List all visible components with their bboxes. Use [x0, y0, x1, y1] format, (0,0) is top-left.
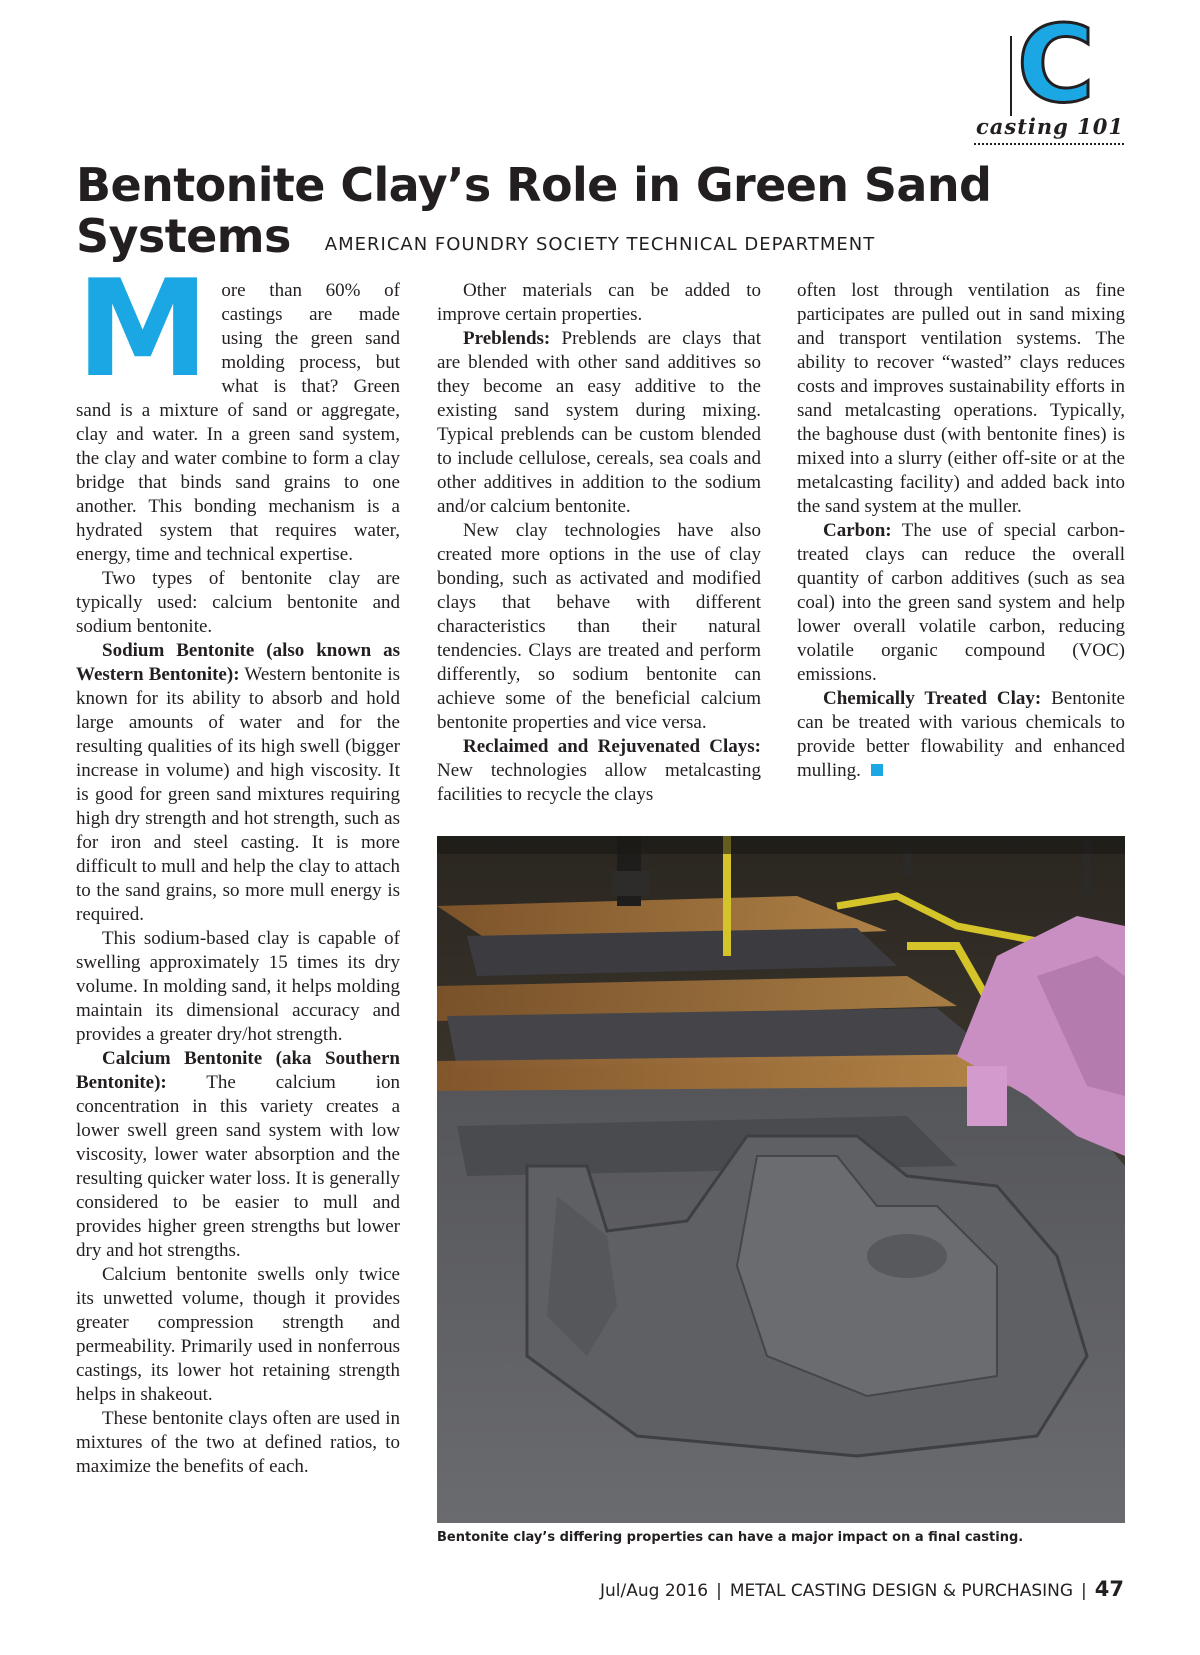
paragraph — [76, 639, 400, 927]
paragraph — [797, 687, 1125, 783]
paragraph: These bentonite clays often are used in mixtures of the two at defined ratios, to maximize the benefits of each. — [76, 1408, 400, 1477]
paragraph: Other materials can be added to improve certain properties. — [437, 280, 761, 325]
paragraph-text: Preblends are clays that are blended with other sand additives so they become an easy additive to the existing sand system during mixing. Typical preblends can be custom blended to include cellulose, cereals, sea coals and other additives in addition to the sodium and/or calcium bentonite. — [437, 328, 761, 517]
text-column-3 — [797, 279, 1125, 783]
subhead: Chemically Treated Clay: — [823, 688, 1042, 709]
paragraph — [437, 327, 761, 519]
paragraph: New clay technologies have also created more options in the use of clay bonding, such as activated and modified clays that behave with different characteristics than their natural tendencies. Clays are treated and perform differently, so sodium bentonite can achieve some of the beneficial calcium bentonite properties and vice versa. — [437, 520, 761, 733]
photo-caption: Bentonite clay’s differing properties can have a major impact on a final casting. — [437, 1530, 1024, 1545]
text-column-1 — [76, 251, 400, 1479]
text-column-2 — [437, 279, 761, 807]
subhead: Reclaimed and Rejuvenated Clays: — [463, 736, 761, 757]
logo-dotted-rule — [974, 143, 1124, 145]
paragraph-text: New technologies allow metalcasting facilities to recycle the clays — [437, 760, 761, 805]
article-byline: AMERICAN FOUNDRY SOCIETY TECHNICAL DEPARTMENT — [324, 234, 876, 255]
footer-separator: | — [1081, 1581, 1087, 1601]
footer-separator: | — [716, 1581, 722, 1601]
subhead: Preblends: — [463, 328, 551, 349]
subhead: Sodium Bentonite (also known as Western Bentonite): — [76, 640, 400, 685]
paragraph-text: Bentonite can be treated with various chemicals to provide better flowability and enhanced mulling. — [797, 688, 1125, 781]
paragraph-text: ore than 60% of castings are made using the green sand molding process, but what is that? Green sand is a mixture of sand or aggregate, clay and water. In a green sand system, the clay and water combine to form a clay bridge that binds sand grains to one another. This bonding mechanism is a hydrated system that requires water, energy, time and technical expertise. — [76, 280, 400, 565]
paragraph: Calcium bentonite swells only twice its unwetted volume, though it provides greater compression strength and permeability. Primarily used in nonferrous castings, its lower hot retaining strength helps in shakeout. — [76, 1264, 400, 1405]
paragraph: Two types of bentonite clay are typically used: calcium bentonite and sodium bentonite. — [76, 568, 400, 637]
magazine-name: METAL CASTING DESIGN & PURCHASING — [729, 1581, 1074, 1601]
paragraph — [437, 735, 761, 807]
page-footer — [600, 1577, 1124, 1601]
paragraph: often lost through ventilation as fine participates are pulled out in sand mixing and transport ventilation systems. The ability to recover “wasted” clays reduces costs and improves sustainability efforts in sand metalcasting operations. Typically, the baghouse dust (with bentonite fines) is mixed into a slurry (either off-site or at the metalcasting facility) and added back into the sand system at the muller. — [797, 280, 1125, 517]
drop-cap: M — [76, 251, 210, 407]
logo-letter: C — [1017, 3, 1095, 126]
issue-date: Jul/Aug 2016 — [600, 1581, 709, 1601]
logo-divider — [1010, 36, 1012, 116]
paragraph-text: Western bentonite is known for its ability to absorb and hold large amounts of water and for the resulting qualities of its high swell (bigger increase in volume) and high viscosity. It is good for green sand mixtures requiring high dry strength and hot strength, such as for iron and steel casting. It is more difficult to mull and help the clay to attach to the sand grains, so more mull energy is required. — [76, 664, 400, 925]
page-number: 47 — [1094, 1577, 1124, 1601]
paragraph — [76, 251, 400, 567]
article-title: Bentonite Clay’s Role in Green Sand Systems — [76, 158, 992, 263]
paragraph — [76, 1047, 400, 1263]
section-logo — [976, 3, 1130, 149]
paragraph: This sodium-based clay is capable of swelling approximately 15 times its dry volume. In molding sand, it helps molding maintain its dimensional accuracy and provides a greater dry/hot strength. — [76, 928, 400, 1045]
end-mark-icon — [871, 764, 883, 776]
paragraph — [797, 519, 1125, 687]
subhead: Carbon: — [823, 520, 892, 541]
paragraph-text: The use of special carbon-treated clays can reduce the overall quantity of carbon additives (such as sea coal) into the green sand system and help lower overall volatile carbon, reducing volatile organic compound (VOC) emissions. — [797, 520, 1125, 685]
foundry-mold-photo — [437, 836, 1125, 1523]
section-tag: casting 101 — [976, 114, 1124, 139]
subhead: Calcium Bentonite (aka Southern Bentonite): — [76, 1048, 400, 1093]
paragraph-text: The calcium ion concentration in this variety creates a lower swell green sand system with low viscosity, lower water absorption and the resulting quicker water loss. It is generally considered to be easier to mull and provides higher green strengths but lower dry and hot strengths. — [76, 1072, 400, 1261]
